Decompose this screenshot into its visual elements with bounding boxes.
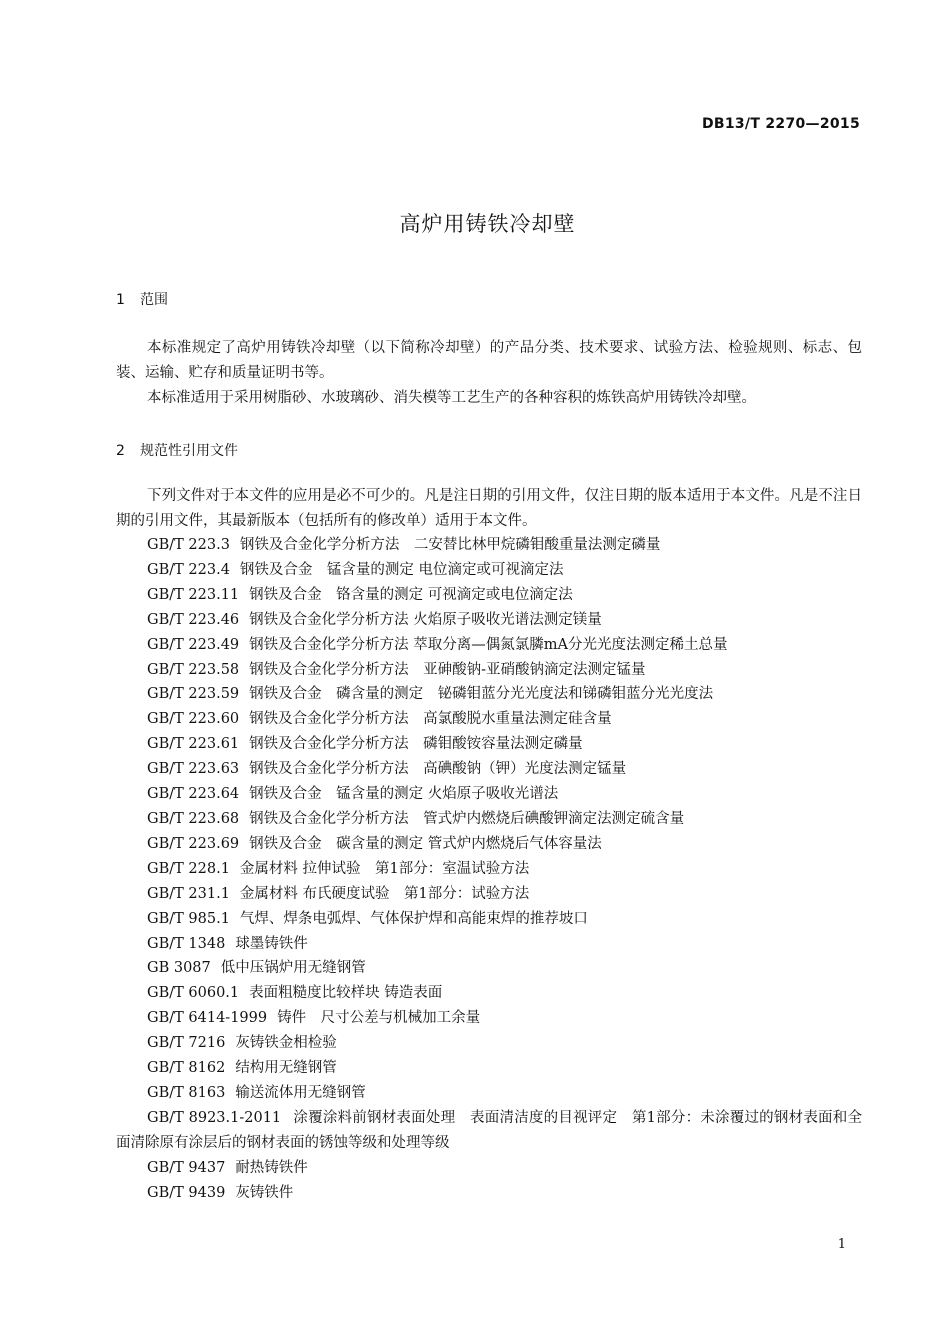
reference-code: GB/T 223.68 <box>147 810 240 827</box>
reference-title: 低中压锅炉用无缝钢管 <box>220 960 366 977</box>
reference-item <box>116 1031 862 1056</box>
section-1-paragraph-2: 本标准适用于采用树脂砂、水玻璃砂、消失模等工艺生产的各种容积的炼铁高炉用铸铁冷却壁。 <box>147 390 756 406</box>
reference-code: GB/T 6414-1999 <box>147 1010 268 1027</box>
reference-item <box>116 1181 862 1206</box>
reference-item <box>116 583 862 608</box>
reference-title: 金属材料 布氏硬度试验 第1部分：试验方法 <box>239 885 530 902</box>
reference-code: GB/T 223.61 <box>147 736 240 753</box>
reference-item <box>116 981 862 1006</box>
reference-code: GB/T 7216 <box>147 1035 226 1052</box>
reference-title: 结构用无缝钢管 <box>235 1060 337 1077</box>
section-1-heading <box>116 289 168 309</box>
reference-title: 钢铁及合金化学分析方法 管式炉内燃烧后碘酸钾滴定法测定硫含量 <box>249 810 685 827</box>
reference-title: 气焊、焊条电弧焊、气体保护焊和高能束焊的推荐坡口 <box>239 910 588 927</box>
reference-item <box>116 633 862 658</box>
reference-title: 表面粗糙度比较样块 铸造表面 <box>249 985 443 1002</box>
reference-list <box>116 533 862 1205</box>
reference-item <box>116 782 862 807</box>
reference-code: GB/T 228.1 <box>147 860 230 877</box>
reference-code: GB/T 223.69 <box>147 835 240 852</box>
reference-title: 钢铁及合金 磷含量的测定 铋磷钼蓝分光光度法和锑磷钼蓝分光光度法 <box>249 686 714 703</box>
reference-code: GB/T 1348 <box>147 935 226 952</box>
reference-code: GB/T 223.64 <box>147 786 240 803</box>
reference-title: 球墨铸铁件 <box>235 935 308 952</box>
reference-item <box>116 533 862 558</box>
reference-item <box>116 682 862 707</box>
reference-code: GB/T 223.59 <box>147 686 240 703</box>
reference-code: GB/T 8163 <box>147 1084 226 1101</box>
reference-title: 铸件 尺寸公差与机械加工余量 <box>277 1010 481 1027</box>
reference-item <box>116 1006 862 1031</box>
reference-title: 灰铸铁金相检验 <box>235 1035 337 1052</box>
document-title: 高炉用铸铁冷却壁 <box>399 212 576 236</box>
reference-item <box>116 932 862 957</box>
reference-title: 钢铁及合金化学分析方法 亚砷酸钠-亚硝酸钠滴定法测定锰量 <box>249 661 646 678</box>
reference-code: GB/T 223.49 <box>147 636 240 653</box>
reference-title: 钢铁及合金化学分析方法 萃取分离—偶氮氯膦mA分光光度法测定稀土总量 <box>249 636 728 653</box>
section-2-intro: 下列文件对于本文件的应用是必不可少的。凡是注日期的引用文件，仅注日期的版本适用于本文件。凡是不注日期的引用文件，其最新版本（包括所有的修改单）适用于本文件。 <box>116 488 862 529</box>
page-number: 1 <box>837 1237 846 1252</box>
reference-title: 钢铁及合金 锰含量的测定 火焰原子吸收光谱法 <box>249 786 559 803</box>
reference-title: 钢铁及合金化学分析方法 高碘酸钠（钾）光度法测定锰量 <box>249 761 627 778</box>
reference-title: 钢铁及合金化学分析方法 磷钼酸铵容量法测定磷量 <box>249 736 583 753</box>
reference-code: GB/T 223.60 <box>147 711 240 728</box>
reference-item <box>116 1056 862 1081</box>
document-code: DB13/T 2270—2015 <box>701 116 860 132</box>
reference-title: 钢铁及合金化学分析方法 二安替比林甲烷磷钼酸重量法测定磷量 <box>239 537 661 553</box>
reference-item <box>116 1156 862 1181</box>
reference-title: 灰铸铁件 <box>235 1184 294 1201</box>
section-1-title: 范围 <box>140 292 168 308</box>
reference-item <box>116 832 862 857</box>
reference-code: GB/T 6060.1 <box>147 985 240 1002</box>
reference-code: GB/T 231.1 <box>147 885 230 902</box>
section-2-title: 规范性引用文件 <box>140 443 238 459</box>
reference-item <box>116 707 862 732</box>
reference-item <box>116 658 862 683</box>
reference-item <box>116 857 862 882</box>
reference-title: 涂覆涂料前钢材表面处理 表面清洁度的目视评定 第1部分：未涂覆过的钢材表面和全面清除原有涂层后的钢材表面的锈蚀等级和处理等级 <box>116 1109 862 1151</box>
reference-item <box>116 1081 862 1106</box>
reference-title: 钢铁及合金 碳含量的测定 管式炉内燃烧后气体容量法 <box>249 835 602 852</box>
reference-code: GB/T 223.3 <box>147 537 230 553</box>
reference-code: GB/T 223.46 <box>147 611 240 628</box>
reference-item <box>116 907 862 932</box>
section-1-paragraph-1: 本标准规定了高炉用铸铁冷却壁（以下简称冷却壁）的产品分类、技术要求、试验方法、检验规则、标志、包装、运输、贮存和质量证明书等。 <box>116 340 862 381</box>
reference-item <box>116 732 862 757</box>
reference-item <box>116 608 862 633</box>
reference-title: 钢铁及合金化学分析方法 高氯酸脱水重量法测定硅含量 <box>249 711 612 728</box>
reference-code: GB/T 223.4 <box>147 561 230 578</box>
reference-code: GB/T 8162 <box>147 1060 226 1077</box>
reference-code: GB/T 9439 <box>147 1184 226 1201</box>
reference-code: GB/T 223.11 <box>147 586 240 603</box>
reference-item <box>116 807 862 832</box>
section-1-number: 1 <box>116 292 125 308</box>
reference-title: 钢铁及合金 铬含量的测定 可视滴定或电位滴定法 <box>249 586 573 603</box>
reference-code: GB/T 223.58 <box>147 661 240 678</box>
reference-code: GB/T 8923.1-2011 <box>147 1109 282 1126</box>
section-2-heading <box>116 440 238 460</box>
reference-code: GB/T 9437 <box>147 1159 226 1176</box>
section-2-number: 2 <box>116 443 125 459</box>
reference-item <box>116 558 862 583</box>
reference-item <box>116 882 862 907</box>
reference-title: 钢铁及合金 锰含量的测定 电位滴定或可视滴定法 <box>239 561 564 578</box>
reference-item <box>116 757 862 782</box>
reference-code: GB 3087 <box>147 960 211 977</box>
reference-title: 耐热铸铁件 <box>235 1159 308 1176</box>
reference-code: GB/T 985.1 <box>147 910 230 927</box>
reference-item <box>116 956 862 981</box>
reference-item <box>116 1106 862 1156</box>
reference-title: 钢铁及合金化学分析方法 火焰原子吸收光谱法测定镁量 <box>249 611 602 628</box>
reference-title: 金属材料 拉伸试验 第1部分：室温试验方法 <box>239 860 530 877</box>
reference-code: GB/T 223.63 <box>147 761 240 778</box>
reference-title: 输送流体用无缝钢管 <box>235 1084 366 1101</box>
